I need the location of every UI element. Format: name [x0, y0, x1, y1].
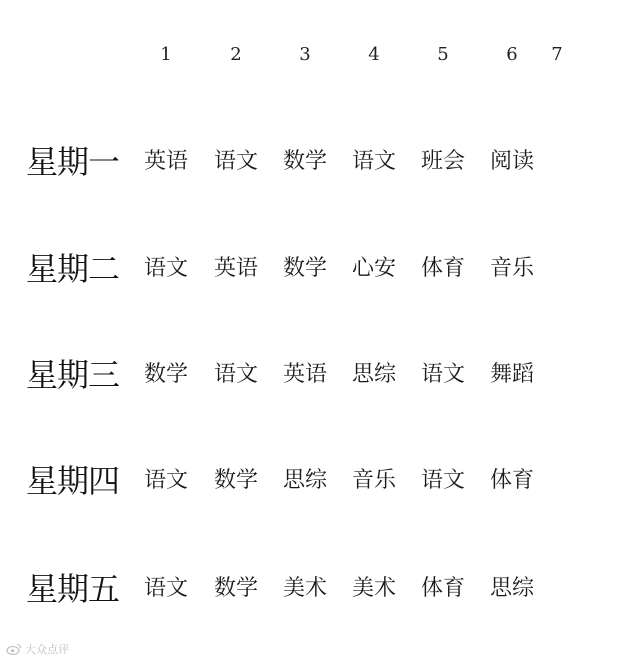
- subject-cell: 数学: [282, 256, 328, 281]
- subject-cell: 语文: [143, 468, 189, 493]
- day-label: 星期三: [26, 356, 120, 394]
- subject-cell: 数学: [282, 149, 328, 174]
- day-label: 星期二: [26, 250, 120, 288]
- period-number: 7: [551, 44, 563, 65]
- period-number: 6: [506, 44, 518, 65]
- subject-cell: 体育: [420, 576, 466, 601]
- day-label: 星期五: [26, 570, 120, 608]
- subject-cell: 班会: [420, 149, 466, 174]
- period-number: 3: [299, 44, 311, 65]
- subject-cell: 语文: [420, 362, 466, 387]
- schedule-row-thursday: [0, 457, 634, 505]
- weibo-icon: [6, 643, 22, 655]
- subject-cell: 音乐: [489, 256, 535, 281]
- subject-cell: 美术: [351, 576, 397, 601]
- watermark-text: 大众点评: [25, 643, 69, 656]
- schedule-row-wednesday: [0, 351, 634, 399]
- subject-cell: 语文: [143, 256, 189, 281]
- schedule-row-monday: [0, 138, 634, 186]
- subject-cell: 体育: [420, 256, 466, 281]
- subject-cell: 音乐: [351, 468, 397, 493]
- period-number: 5: [437, 44, 449, 65]
- subject-cell: 体育: [489, 468, 535, 493]
- subject-cell: 语文: [143, 576, 189, 601]
- schedule-row-friday: [0, 565, 634, 613]
- subject-cell: 英语: [143, 149, 189, 174]
- period-number: 4: [368, 44, 380, 65]
- day-label: 星期一: [26, 143, 120, 181]
- subject-cell: 阅读: [489, 149, 535, 174]
- subject-cell: 心安: [351, 256, 397, 281]
- period-number: 2: [230, 44, 242, 65]
- period-number: 1: [160, 44, 172, 65]
- subject-cell: 思综: [351, 362, 397, 387]
- subject-cell: 数学: [213, 468, 259, 493]
- watermark: [6, 641, 69, 657]
- subject-cell: 语文: [213, 362, 259, 387]
- subject-cell: 语文: [420, 468, 466, 493]
- period-number-header: [0, 44, 634, 70]
- subject-cell: 思综: [489, 576, 535, 601]
- subject-cell: 舞蹈: [489, 362, 535, 387]
- subject-cell: 语文: [213, 149, 259, 174]
- subject-cell: 英语: [282, 362, 328, 387]
- day-label: 星期四: [26, 462, 120, 500]
- subject-cell: 语文: [351, 149, 397, 174]
- subject-cell: 数学: [143, 362, 189, 387]
- subject-cell: 美术: [282, 576, 328, 601]
- subject-cell: 思综: [282, 468, 328, 493]
- schedule-row-tuesday: [0, 245, 634, 293]
- subject-cell: 数学: [213, 576, 259, 601]
- subject-cell: 英语: [213, 256, 259, 281]
